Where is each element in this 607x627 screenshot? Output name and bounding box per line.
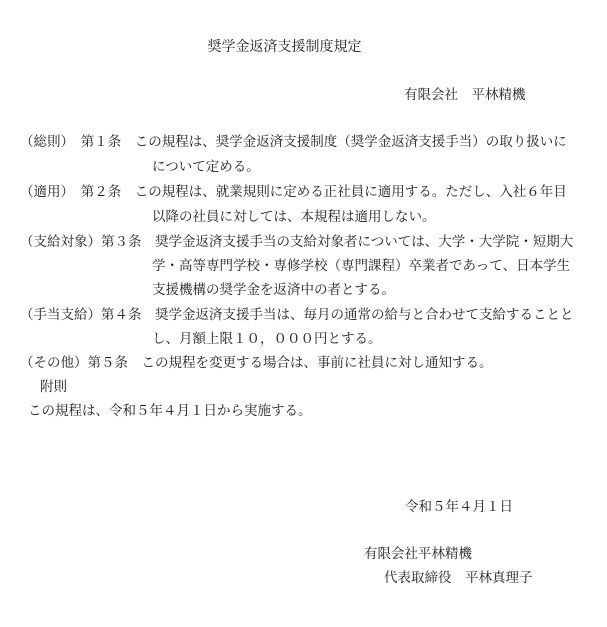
document-title: 奨学金返済支援制度規定 [207,39,362,55]
article-4-line-1: （手当支給）第４条 奨学金返済支援手当は、毎月の通常の給与と合わせて支給することと [20,307,574,323]
article-2-line-1: （適用） 第２条 この規程は、就業規則に定める正社員に適用する。ただし、入社６年目 [20,184,567,200]
article-2-line-2: 以降の社員に対しては、本規程は適用しない。 [152,209,436,225]
company-name-header: 有限会社 平林精機 [404,87,526,103]
article-3-line-1: （支給対象）第３条 奨学金返済支援手当の支給対象者については、大学・大学院・短期大 [20,234,574,250]
article-5-line-1: （その他）第５条 この規程を変更する場合は、事前に社員に対し通知する。 [20,355,493,371]
document-date: 令和５年４月１日 [405,499,513,515]
article-1-line-1: （総則） 第１条 この規程は、奨学金返済支援制度（奨学金返済支援手当）の取り扱いに [20,134,567,150]
signature-representative: 代表取締役 平林真理子 [384,570,533,586]
supplementary-heading: 附則 [40,379,67,395]
supplementary-text: この規程は、令和５年４月１日から実施する。 [28,403,312,419]
signature-company: 有限会社平林精機 [364,546,472,562]
article-1-line-2: について定める。 [152,159,260,175]
article-3-line-2: 学・高等専門学校・専修学校（専門課程）卒業者であって、日本学生 [152,258,571,274]
article-3-line-3: 支援機構の奨学金を返済中の者とする。 [152,282,395,298]
article-4-line-2: し、月額上限１０，０００円とする。 [152,331,382,347]
